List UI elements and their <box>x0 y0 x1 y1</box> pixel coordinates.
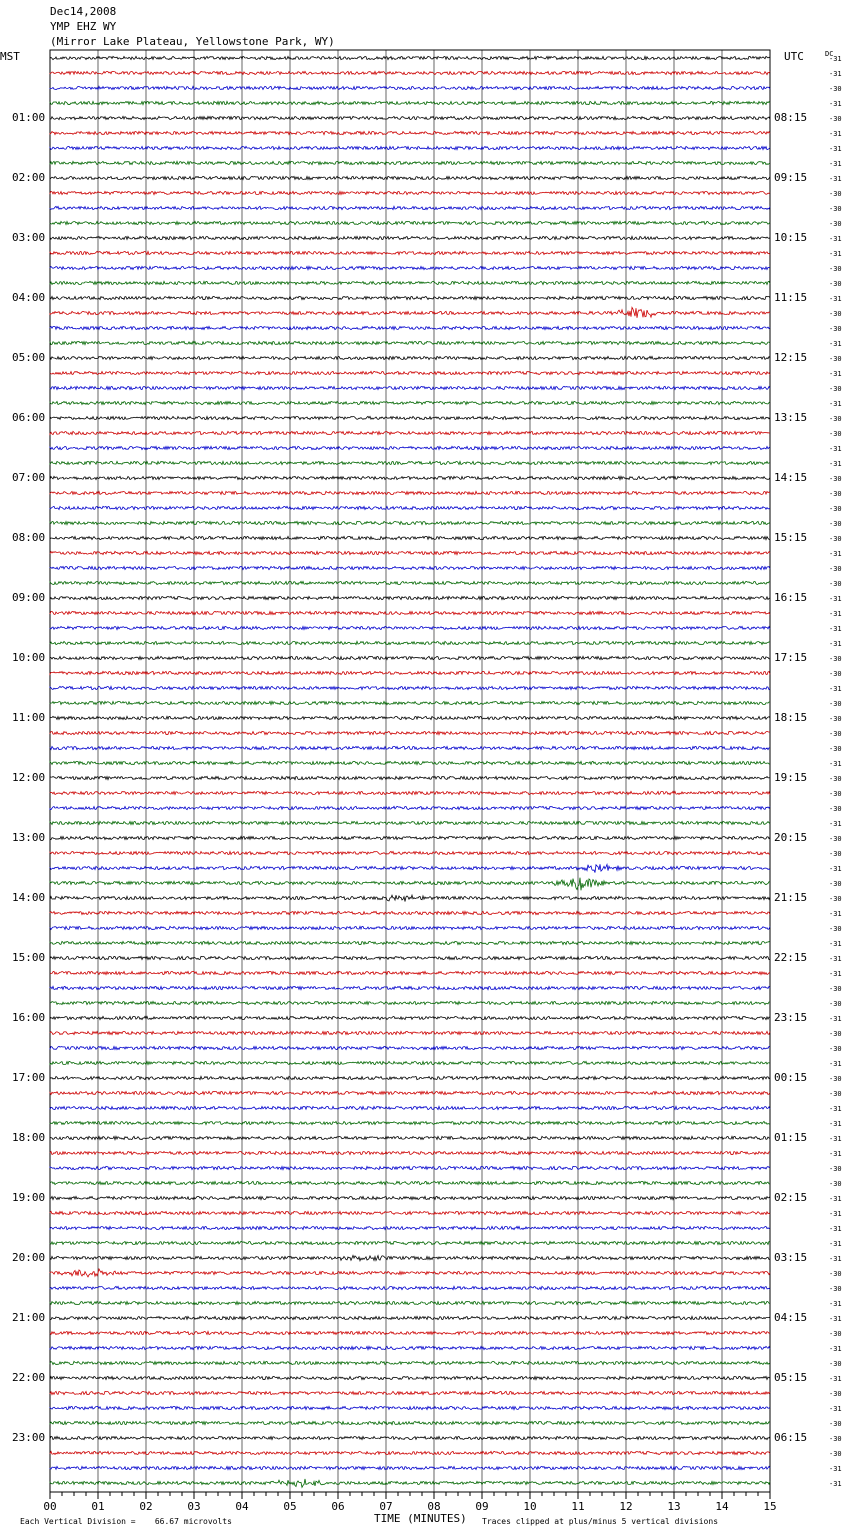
trace-row-39 <box>50 641 770 644</box>
dc-offset-label: -31 <box>829 1465 842 1473</box>
trace-row-8 <box>50 176 770 179</box>
utc-hour-label: 04:15 <box>774 1311 808 1324</box>
trace-row-28 <box>50 476 770 479</box>
dc-offset-label: -31 <box>829 820 842 828</box>
dc-offset-label: -30 <box>829 1285 842 1293</box>
dc-offset-label: -31 <box>829 250 842 258</box>
trace-row-93 <box>50 1451 770 1454</box>
dc-offset-label: -31 <box>829 1105 842 1113</box>
mst-hour-label: 03:00 <box>12 231 46 244</box>
dc-offset-label: -30 <box>829 520 842 528</box>
utc-hour-label: 08:15 <box>774 111 808 124</box>
mst-hour-label: 19:00 <box>12 1191 46 1204</box>
dc-offset-label: -30 <box>829 850 842 858</box>
dc-offset-label: -30 <box>829 490 842 498</box>
dc-offset-label: -30 <box>829 190 842 198</box>
trace-row-27 <box>50 461 770 464</box>
x-tick-label: 05 <box>283 1500 297 1513</box>
trace-row-37 <box>50 611 770 614</box>
dc-label: DC <box>825 50 834 58</box>
dc-offset-label: -30 <box>829 115 842 123</box>
dc-offset-label: -31 <box>829 595 842 603</box>
dc-offset-label: -30 <box>829 475 842 483</box>
mst-axis-label: MST <box>0 50 20 63</box>
dc-offset-label: -31 <box>829 970 842 978</box>
dc-offset-label: -31 <box>829 1255 842 1263</box>
trace-row-62 <box>50 986 770 989</box>
trace-row-85 <box>50 1331 770 1334</box>
dc-offset-label: -31 <box>829 1345 842 1353</box>
dc-offset-label: -30 <box>829 925 842 933</box>
trace-row-24 <box>50 416 770 419</box>
trace-row-70 <box>50 1106 770 1109</box>
utc-hour-label: 00:15 <box>774 1071 808 1084</box>
utc-hour-label: 05:15 <box>774 1371 808 1384</box>
trace-row-26 <box>50 446 770 449</box>
utc-hour-label: 01:15 <box>774 1131 808 1144</box>
trace-row-65 <box>50 1031 770 1034</box>
dc-offset-label: -30 <box>829 430 842 438</box>
trace-row-89 <box>50 1391 770 1394</box>
trace-row-46 <box>50 746 770 749</box>
trace-row-12 <box>50 236 770 239</box>
dc-offset-label: -31 <box>829 760 842 768</box>
mst-hour-label: 08:00 <box>12 531 46 544</box>
dc-offset-label: -31 <box>829 1060 842 1068</box>
mst-hour-label: 17:00 <box>12 1071 46 1084</box>
x-tick-label: 03 <box>187 1500 201 1513</box>
trace-row-82 <box>50 1286 770 1289</box>
trace-row-34 <box>50 566 770 569</box>
x-tick-label: 07 <box>379 1500 393 1513</box>
dc-offset-label: -31 <box>829 1120 842 1128</box>
dc-offset-label: -31 <box>829 1195 842 1203</box>
dc-offset-label: -30 <box>829 1030 842 1038</box>
dc-offset-label: -30 <box>829 580 842 588</box>
record-date: Dec14,2008 <box>50 5 117 18</box>
utc-hour-label: 16:15 <box>774 591 808 604</box>
dc-offset-label: -30 <box>829 655 842 663</box>
dc-offset-label: -31 <box>829 1375 842 1383</box>
dc-offset-label: -30 <box>829 835 842 843</box>
utc-hour-label: 21:15 <box>774 891 808 904</box>
mst-hour-label: 18:00 <box>12 1131 46 1144</box>
trace-row-60 <box>50 956 770 959</box>
dc-offset-label: -30 <box>829 310 842 318</box>
trace-row-76 <box>50 1196 770 1199</box>
dc-offset-label: -30 <box>829 220 842 228</box>
dc-offset-label: -30 <box>829 280 842 288</box>
dc-offset-label: -30 <box>829 1075 842 1083</box>
dc-offset-label: -30 <box>829 1090 842 1098</box>
dc-offset-label: -31 <box>829 955 842 963</box>
x-tick-label: 15 <box>763 1500 777 1513</box>
dc-offset-label: -31 <box>829 1300 842 1308</box>
dc-offset-label: -31 <box>829 400 842 408</box>
mst-hour-label: 22:00 <box>12 1371 46 1384</box>
trace-row-36 <box>50 596 770 599</box>
trace-row-61 <box>50 971 770 974</box>
dc-offset-label: -31 <box>829 1015 842 1023</box>
x-tick-label: 09 <box>475 1500 489 1513</box>
trace-row-80 <box>50 1255 770 1260</box>
trace-row-14 <box>50 266 770 269</box>
dc-offset-label: -31 <box>829 1240 842 1248</box>
trace-row-21 <box>50 371 770 374</box>
x-tick-label: 13 <box>667 1500 681 1513</box>
trace-row-91 <box>50 1421 770 1424</box>
trace-row-53 <box>50 851 770 854</box>
trace-row-54 <box>50 864 770 872</box>
dc-offset-label: -31 <box>829 145 842 153</box>
dc-offset-label: -30 <box>829 880 842 888</box>
dc-offset-label: -30 <box>829 1045 842 1053</box>
trace-row-1 <box>50 71 770 74</box>
trace-row-0 <box>50 56 770 59</box>
dc-offset-label: -31 <box>829 610 842 618</box>
trace-row-7 <box>50 161 770 164</box>
utc-hour-label: 23:15 <box>774 1011 808 1024</box>
trace-row-64 <box>50 1016 770 1019</box>
trace-row-13 <box>50 251 770 254</box>
mst-hour-label: 14:00 <box>12 891 46 904</box>
trace-row-69 <box>50 1091 770 1094</box>
mst-hour-label: 09:00 <box>12 591 46 604</box>
trace-row-44 <box>50 716 770 719</box>
dc-offset-label: -30 <box>829 1450 842 1458</box>
dc-offset-label: -31 <box>829 1315 842 1323</box>
dc-offset-label: -31 <box>829 685 842 693</box>
trace-row-16 <box>50 296 770 299</box>
x-tick-label: 14 <box>715 1500 729 1513</box>
dc-offset-label: -30 <box>829 415 842 423</box>
x-tick-label: 04 <box>235 1500 249 1513</box>
utc-hour-label: 10:15 <box>774 231 808 244</box>
dc-offset-label: -31 <box>829 235 842 243</box>
dc-offset-label: -30 <box>829 205 842 213</box>
dc-offset-label: -31 <box>829 100 842 108</box>
trace-row-5 <box>50 131 770 134</box>
trace-row-66 <box>50 1046 770 1049</box>
dc-offset-label: -31 <box>829 460 842 468</box>
trace-row-55 <box>50 878 770 891</box>
dc-offset-label: -31 <box>829 445 842 453</box>
dc-offset-label: -31 <box>829 370 842 378</box>
dc-offset-label: -30 <box>829 805 842 813</box>
dc-offset-label: -30 <box>829 895 842 903</box>
mst-hour-label: 02:00 <box>12 171 46 184</box>
utc-hour-label: 09:15 <box>774 171 808 184</box>
utc-hour-label: 14:15 <box>774 471 808 484</box>
dc-offset-label: -31 <box>829 1135 842 1143</box>
mst-hour-label: 23:00 <box>12 1431 46 1444</box>
trace-row-6 <box>50 146 770 149</box>
dc-offset-label: -31 <box>829 865 842 873</box>
dc-offset-label: -30 <box>829 1420 842 1428</box>
trace-row-48 <box>50 776 770 779</box>
trace-row-86 <box>50 1346 770 1349</box>
trace-row-95 <box>50 1479 770 1487</box>
x-tick-label: 11 <box>571 1500 585 1513</box>
utc-hour-label: 19:15 <box>774 771 808 784</box>
trace-row-20 <box>50 356 770 359</box>
trace-row-3 <box>50 101 770 104</box>
trace-row-49 <box>50 791 770 794</box>
trace-row-33 <box>50 551 770 554</box>
dc-offset-label: -30 <box>829 1165 842 1173</box>
trace-row-40 <box>50 656 770 659</box>
trace-row-68 <box>50 1076 770 1079</box>
trace-row-32 <box>50 536 770 539</box>
dc-offset-label: -31 <box>829 940 842 948</box>
mst-hour-label: 15:00 <box>12 951 46 964</box>
trace-row-63 <box>50 1001 770 1004</box>
x-tick-label: 01 <box>91 1500 105 1513</box>
dc-offset-label: -30 <box>829 1000 842 1008</box>
dc-offset-label: -31 <box>829 1480 842 1488</box>
dc-offset-label: -30 <box>829 1435 842 1443</box>
trace-row-94 <box>50 1466 770 1469</box>
dc-offset-label: -30 <box>829 265 842 273</box>
mst-hour-label: 16:00 <box>12 1011 46 1024</box>
mst-hour-label: 05:00 <box>12 351 46 364</box>
utc-axis-label: UTC <box>784 50 804 63</box>
trace-row-43 <box>50 701 770 704</box>
dc-offset-label: -30 <box>829 505 842 513</box>
trace-row-81 <box>50 1269 770 1277</box>
dc-offset-label: -30 <box>829 535 842 543</box>
utc-hour-label: 22:15 <box>774 951 808 964</box>
dc-offset-label: -30 <box>829 790 842 798</box>
station-location: (Mirror Lake Plateau, Yellowstone Park, WY) <box>50 35 335 48</box>
trace-row-31 <box>50 521 770 524</box>
dc-offset-label: -30 <box>829 700 842 708</box>
dc-offset-label: -31 <box>829 340 842 348</box>
trace-row-74 <box>50 1166 770 1169</box>
trace-row-11 <box>50 221 770 224</box>
x-tick-label: 06 <box>331 1500 345 1513</box>
trace-row-50 <box>50 806 770 809</box>
trace-row-42 <box>50 686 770 689</box>
dc-offset-label: -31 <box>829 175 842 183</box>
trace-row-52 <box>50 836 770 839</box>
dc-offset-label: -30 <box>829 565 842 573</box>
trace-row-57 <box>50 911 770 914</box>
x-tick-label: 02 <box>139 1500 153 1513</box>
trace-row-30 <box>50 506 770 509</box>
scale-note: Each Vertical Division = 66.67 microvolts <box>20 1517 232 1526</box>
trace-row-41 <box>50 671 770 674</box>
trace-row-19 <box>50 341 770 344</box>
utc-hour-label: 02:15 <box>774 1191 808 1204</box>
dc-offset-label: -31 <box>829 1225 842 1233</box>
trace-row-4 <box>50 116 770 119</box>
dc-offset-label: -30 <box>829 85 842 93</box>
trace-row-58 <box>50 926 770 929</box>
dc-offset-label: -31 <box>829 1150 842 1158</box>
dc-offset-label: -30 <box>829 385 842 393</box>
x-tick-label: 10 <box>523 1500 537 1513</box>
trace-row-87 <box>50 1361 770 1364</box>
dc-offset-label: -30 <box>829 1180 842 1188</box>
dc-offset-label: -31 <box>829 160 842 168</box>
station-code: YMP EHZ WY <box>50 20 117 33</box>
clip-note: Traces clipped at plus/minus 5 vertical divisions <box>482 1517 719 1526</box>
trace-row-56 <box>50 895 770 901</box>
dc-offset-label: -30 <box>829 670 842 678</box>
trace-row-9 <box>50 191 770 194</box>
trace-row-10 <box>50 206 770 209</box>
mst-hour-label: 06:00 <box>12 411 46 424</box>
trace-row-25 <box>50 431 770 434</box>
dc-offset-label: -31 <box>829 1210 842 1218</box>
plot-frame <box>50 50 770 1492</box>
trace-row-59 <box>50 941 770 944</box>
mst-hour-label: 07:00 <box>12 471 46 484</box>
trace-row-78 <box>50 1226 770 1229</box>
mst-hour-label: 12:00 <box>12 771 46 784</box>
dc-offset-label: -31 <box>829 70 842 78</box>
dc-offset-label: -31 <box>829 1405 842 1413</box>
mst-hour-label: 10:00 <box>12 651 46 664</box>
mst-hour-label: 04:00 <box>12 291 46 304</box>
utc-hour-label: 20:15 <box>774 831 808 844</box>
trace-row-79 <box>50 1241 770 1244</box>
dc-offset-label: -30 <box>829 985 842 993</box>
trace-row-84 <box>50 1316 770 1319</box>
dc-offset-label: -30 <box>829 1360 842 1368</box>
dc-offset-label: -30 <box>829 325 842 333</box>
trace-row-35 <box>50 581 770 584</box>
dc-offset-label: -31 <box>829 910 842 918</box>
mst-hour-label: 01:00 <box>12 111 46 124</box>
trace-row-15 <box>50 281 770 284</box>
dc-offset-label: -30 <box>829 355 842 363</box>
trace-row-38 <box>50 626 770 629</box>
dc-offset-label: -30 <box>829 715 842 723</box>
trace-row-73 <box>50 1151 770 1154</box>
trace-row-51 <box>50 821 770 824</box>
trace-row-75 <box>50 1181 770 1184</box>
dc-offset-label: -30 <box>829 1390 842 1398</box>
trace-row-71 <box>50 1121 770 1124</box>
x-axis-title: TIME (MINUTES) <box>374 1512 467 1525</box>
trace-row-45 <box>50 731 770 734</box>
dc-offset-label: -30 <box>829 730 842 738</box>
dc-offset-label: -31 <box>829 640 842 648</box>
trace-row-92 <box>50 1436 770 1439</box>
utc-hour-label: 13:15 <box>774 411 808 424</box>
utc-hour-label: 12:15 <box>774 351 808 364</box>
trace-row-22 <box>50 386 770 389</box>
trace-row-72 <box>50 1136 770 1139</box>
dc-offset-label: -30 <box>829 1270 842 1278</box>
dc-offset-label: -30 <box>829 745 842 753</box>
dc-offset-label: -31 <box>829 550 842 558</box>
mst-hour-label: 13:00 <box>12 831 46 844</box>
trace-row-18 <box>50 326 770 329</box>
trace-row-47 <box>50 761 770 764</box>
trace-row-29 <box>50 491 770 494</box>
utc-hour-label: 03:15 <box>774 1251 808 1264</box>
mst-hour-label: 11:00 <box>12 711 46 724</box>
x-tick-label: 00 <box>43 1500 57 1513</box>
trace-row-2 <box>50 86 770 89</box>
dc-offset-label: -31 <box>829 625 842 633</box>
x-tick-label: 12 <box>619 1500 633 1513</box>
trace-row-77 <box>50 1211 770 1214</box>
mst-hour-label: 21:00 <box>12 1311 46 1324</box>
trace-row-90 <box>50 1406 770 1409</box>
trace-row-88 <box>50 1376 770 1379</box>
trace-row-23 <box>50 401 770 404</box>
dc-offset-label: -31 <box>829 295 842 303</box>
dc-offset-label: -31 <box>829 130 842 138</box>
utc-hour-label: 15:15 <box>774 531 808 544</box>
utc-hour-label: 17:15 <box>774 651 808 664</box>
utc-hour-label: 18:15 <box>774 711 808 724</box>
dc-offset-label: -31 <box>829 55 842 63</box>
x-tick-label: 08 <box>427 1500 441 1513</box>
dc-offset-label: -30 <box>829 775 842 783</box>
trace-row-67 <box>50 1061 770 1064</box>
dc-offset-label: -30 <box>829 1330 842 1338</box>
trace-row-83 <box>50 1301 770 1304</box>
trace-row-17 <box>50 307 770 317</box>
utc-hour-label: 11:15 <box>774 291 808 304</box>
mst-hour-label: 20:00 <box>12 1251 46 1264</box>
utc-hour-label: 06:15 <box>774 1431 808 1444</box>
